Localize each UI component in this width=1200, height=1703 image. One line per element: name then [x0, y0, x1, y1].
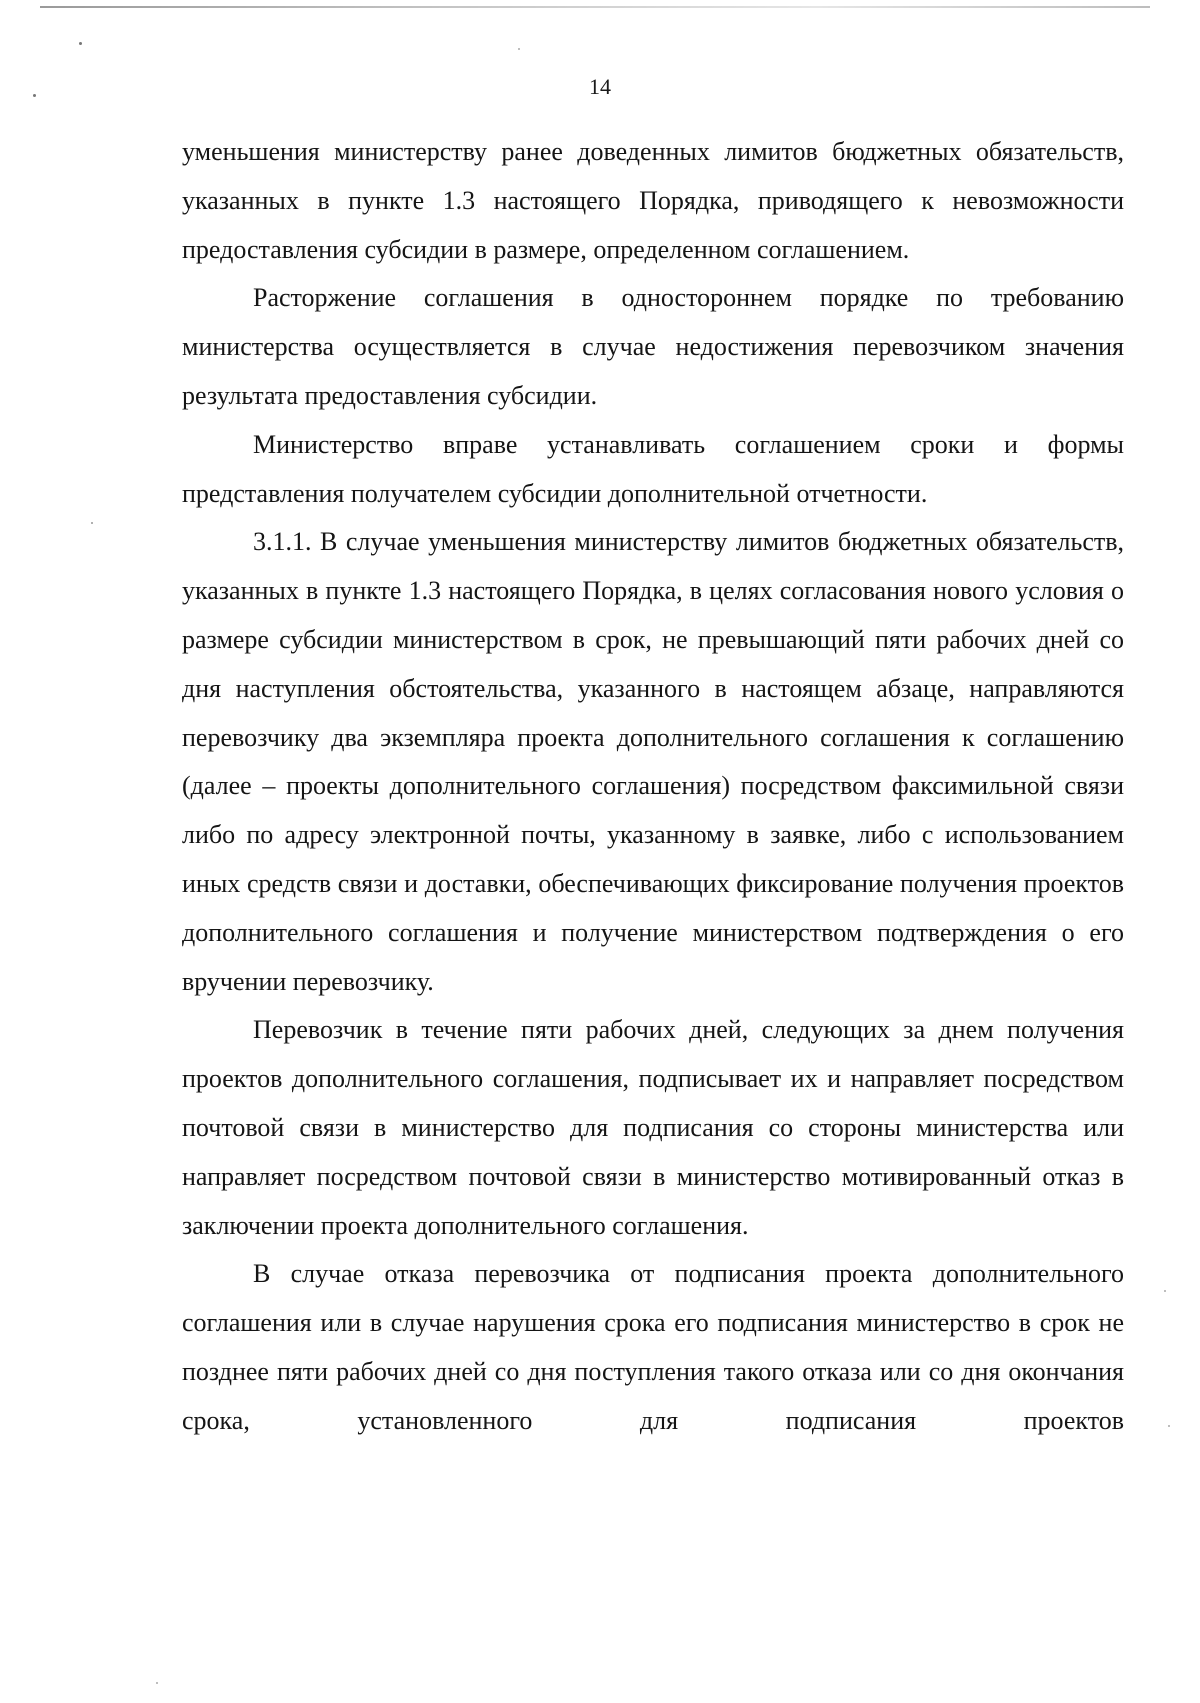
paragraph: Перевозчик в течение пяти рабочих дней, следующих за днем получения проектов дополнительного соглашения, подписывает их и направляет посредством почтовой связи в министерство для подписания со стороны министерства или направляет посредством почтовой связи в министерство мотивированный отказ в заключении проекта дополнительного соглашения. — [182, 1015, 1124, 1240]
scan-speck — [1168, 1425, 1170, 1427]
scan-speck — [91, 522, 93, 524]
page-number: 14 — [589, 74, 611, 99]
paragraph: уменьшения министерству ранее доведенных лимитов бюджетных обязательств, указанных в пункте 1.3 настоящего Порядка, приводящего к невозможности предоставления субсидии в размере, определенном соглашением. — [182, 137, 1124, 264]
paragraph: В случае отказа перевозчика от подписания проекта дополнительного соглашения или в случае нарушения срока его подписания министерство в срок не позднее пяти рабочих дней со дня поступления такого отказа или со дня окончания срока, установленного для подписания проектов — [182, 1259, 1124, 1435]
scan-speck — [79, 42, 82, 45]
scan-speck — [156, 1682, 158, 1684]
paragraph: 3.1.1. В случае уменьшения министерству лимитов бюджетных обязательств, указанных в пункте 1.3 настоящего Порядка, в целях согласования нового условия о размере субсидии министерством в срок, не превышающий пяти рабочих дней со дня наступления обстоятельства, указанного в настоящем абзаце, направляются перевозчику два экземпляра проекта дополнительного соглашения к соглашению (далее – проекты дополнительного соглашения) посредством факсимильной связи либо по адресу электронной почты, указанному в заявке, либо с использованием иных средств связи и доставки, обеспечивающих фиксирование получения проектов дополнительного соглашения и получение министерством подтверждения о его вручении перевозчику. — [182, 527, 1124, 996]
paragraph: Расторжение соглашения в одностороннем порядке по требованию министерства осуществляется в случае недостижения перевозчиком значения результата предоставления субсидии. — [182, 283, 1124, 410]
scan-speck — [1164, 1290, 1166, 1292]
scan-top-edge — [40, 6, 1150, 8]
paragraph: Министерство вправе устанавливать соглашением сроки и формы представления получателем субсидии дополнительной отчетности. — [182, 429, 1124, 508]
document-body — [182, 128, 1124, 1446]
scan-speck — [518, 48, 520, 50]
